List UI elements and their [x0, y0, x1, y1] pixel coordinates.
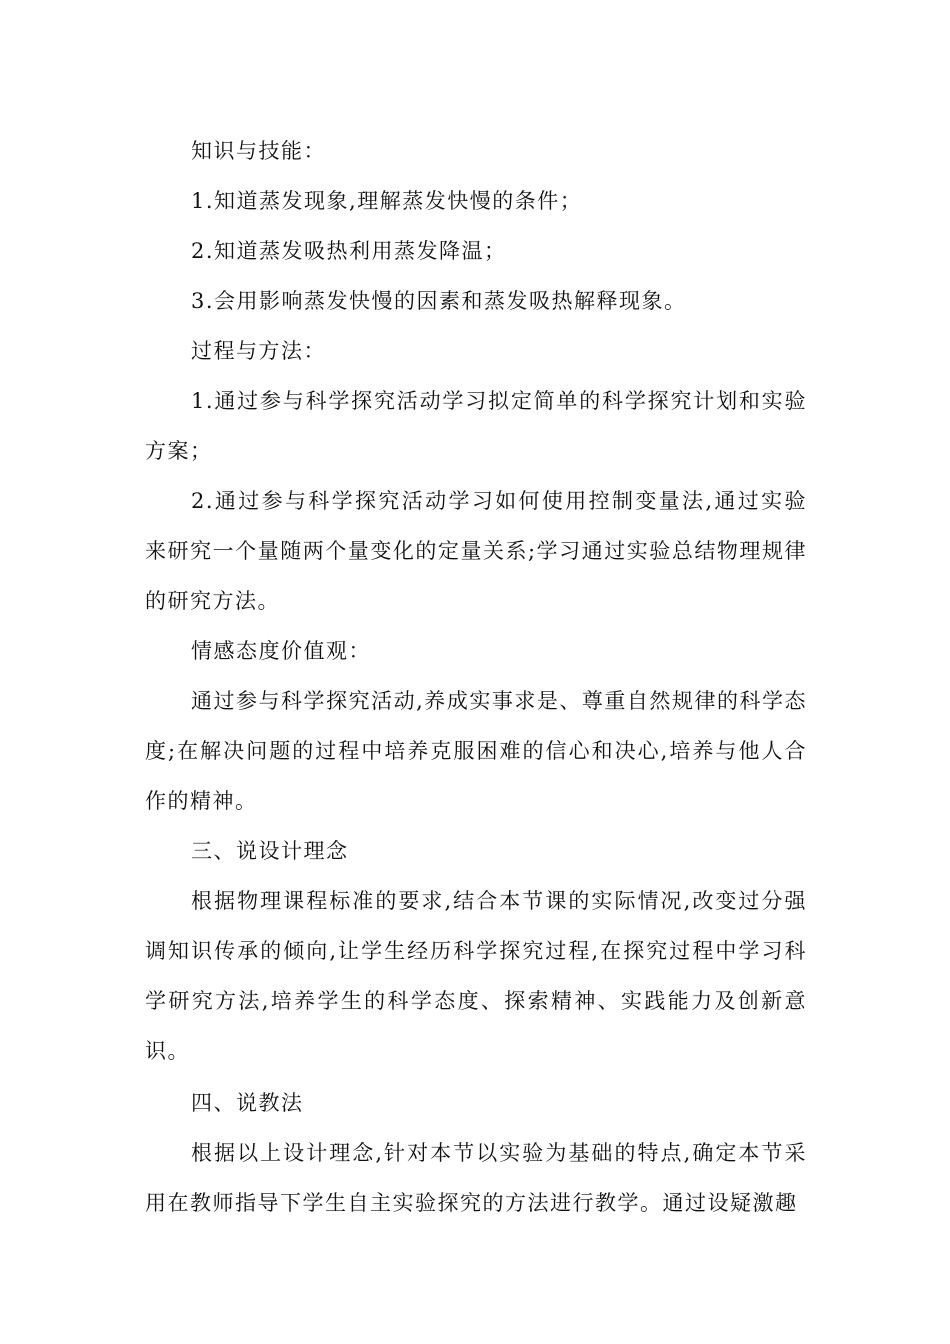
knowledge-item-2: 2.知道蒸发吸热利用蒸发降温； — [191, 239, 507, 263]
process-item-2: 2.通过参与科学探究活动学习如何使用控制变量法,通过实验来研究一个量随两个量变化的定量关系;学习通过实验总结物理规律的研究方法。 — [145, 489, 807, 613]
process-item-1: 1.通过参与科学探究活动学习拟定简单的科学探究计划和实验方案； — [145, 389, 807, 463]
heading-emotion-values: 情感态度价值观： — [191, 639, 371, 663]
emotion-paragraph: 通过参与科学探究活动,养成实事求是、尊重自然规律的科学态度;在解决问题的过程中培养克服困难的信心和决心,培养与他人合作的精神。 — [145, 689, 807, 813]
design-concept-paragraph: 根据物理课程标准的要求,结合本节课的实际情况,改变过分强调知识传承的倾向,让学生经历科学探究过程,在探究过程中学习科学研究方法,培养学生的科学态度、探索精神、实践能力及创新意识。 — [145, 889, 807, 1063]
teaching-method-paragraph: 根据以上设计理念,针对本节以实验为基础的特点,确定本节采用在教师指导下学生自主实验探究的方法进行教学。通过设疑激趣 — [145, 1141, 807, 1215]
heading-process-methods: 过程与方法： — [191, 339, 326, 363]
knowledge-item-3: 3.会用影响蒸发快慢的因素和蒸发吸热解释现象。 — [191, 289, 687, 313]
heading-design-concept: 三、说设计理念 — [191, 839, 349, 863]
heading-teaching-method: 四、说教法 — [191, 1091, 304, 1115]
knowledge-item-1: 1.知道蒸发现象,理解蒸发快慢的条件； — [191, 189, 583, 213]
heading-knowledge-skills: 知识与技能： — [191, 139, 326, 163]
